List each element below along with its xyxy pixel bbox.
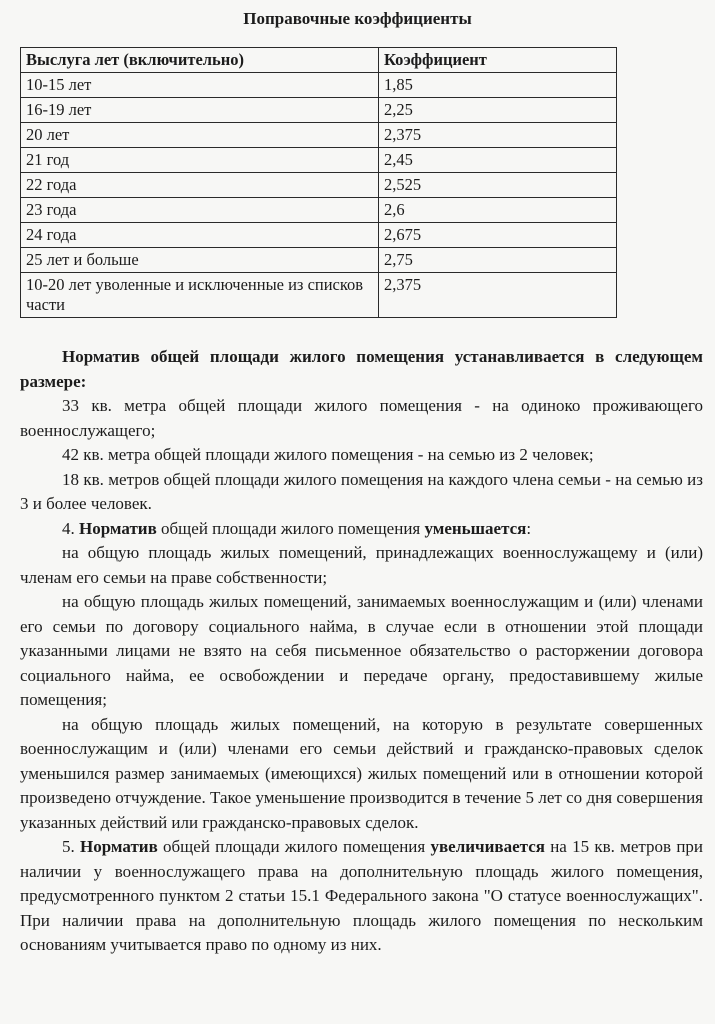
cell-coefficient: 2,25 bbox=[379, 98, 617, 123]
cell-years: 25 лет и больше bbox=[21, 248, 379, 273]
cell-coefficient: 2,675 bbox=[379, 223, 617, 248]
point-4-number: 4. bbox=[62, 518, 75, 538]
cell-years: 23 года bbox=[21, 198, 379, 223]
table-row bbox=[21, 98, 617, 123]
norm-item: 33 кв. метра общей площади жилого помещения - на одиноко проживающего военнослужащего; bbox=[20, 396, 703, 440]
table-row bbox=[21, 73, 617, 98]
point-4-bold-norm: Норматив bbox=[79, 518, 157, 538]
table-row bbox=[21, 148, 617, 173]
table-row bbox=[21, 198, 617, 223]
point-4-text: общей площади жилого помещения bbox=[161, 518, 421, 538]
cell-years: 10-15 лет bbox=[21, 73, 379, 98]
cell-years: 16-19 лет bbox=[21, 98, 379, 123]
point-5-number: 5. bbox=[62, 837, 75, 856]
point-5-bold-increase: увеличивается bbox=[430, 837, 545, 856]
cell-years: 24 года bbox=[21, 223, 379, 248]
cell-years: 22 года bbox=[21, 173, 379, 198]
norm-item: 18 кв. метров общей площади жилого помещения на каждого члена семьи - на семью из 3 и более человек. bbox=[20, 469, 703, 513]
cell-years: 20 лет bbox=[21, 123, 379, 148]
point-4-heading bbox=[20, 517, 703, 542]
point-4-bold-decrease: уменьшается bbox=[424, 518, 527, 538]
cell-coefficient: 2,375 bbox=[379, 273, 617, 318]
table-row bbox=[21, 223, 617, 248]
table-header-row bbox=[21, 48, 617, 73]
table-row bbox=[21, 273, 617, 318]
cell-years: 10-20 лет уволенные и исключенные из списков части bbox=[21, 273, 379, 318]
page-title: Поправочные коэффициенты bbox=[243, 9, 472, 28]
table-row bbox=[21, 173, 617, 198]
cell-coefficient: 2,525 bbox=[379, 173, 617, 198]
point-5-bold-norm: Норматив bbox=[80, 837, 158, 856]
cell-coefficient: 1,85 bbox=[379, 73, 617, 98]
coefficients-table bbox=[20, 47, 617, 318]
cell-coefficient: 2,45 bbox=[379, 148, 617, 173]
point-5-text-rest: на 15 кв. метров при наличии у военнослужащего права на дополнительную площадь жилого помещения, предусмотренного пунктом 2 статьи 15.1 Федерального закона "О статусе военнослужащих". При наличии права на дополнительную площадь жилого помещения по нескольким основаниям учитывается право по одному из них. bbox=[20, 837, 704, 954]
norm-heading bbox=[20, 345, 703, 394]
cell-coefficient: 2,375 bbox=[379, 123, 617, 148]
point-4-item: на общую площадь жилых помещений, на которую в результате совершенных военнослужащим и (или) членами его семьи действий и гражданско-правовых сделок уменьшился размер занимаемых (имеющихся) жилых помещений или в отношении которой произведено отчуждение. Такое уменьшение производится в течение 5 лет со дня совершения указанных действий или гражданско-правовых сделок. bbox=[20, 714, 703, 832]
table-row bbox=[21, 248, 617, 273]
point-4-item: на общую площадь жилых помещений, принадлежащих военнослужащему и (или) членам его семьи на праве собственности; bbox=[20, 543, 703, 587]
header-service-years: Выслуга лет (включительно) bbox=[21, 48, 379, 73]
norm-heading-text: Норматив общей площади жилого помещения устанавливается в следующем размере: bbox=[20, 347, 703, 391]
header-coefficient: Коэффициент bbox=[379, 48, 617, 73]
norm-item: 42 кв. метра общей площади жилого помещения - на семью из 2 человек; bbox=[62, 445, 594, 464]
cell-years: 21 год bbox=[21, 148, 379, 173]
point-4-item: на общую площадь жилых помещений, занимаемых военнослужащим и (или) членами его семьи по договору социального найма, в случае если в отношении этой площади указанными лицами не взято на себя письменное обязательство о расторжении договора социального найма, ее освобождении и передаче органу, предоставившему жилые помещения; bbox=[20, 592, 703, 709]
point-4-colon: : bbox=[526, 518, 532, 538]
cell-coefficient: 2,6 bbox=[379, 198, 617, 223]
point-5-paragraph bbox=[20, 835, 703, 958]
cell-coefficient: 2,75 bbox=[379, 248, 617, 273]
document-body bbox=[20, 345, 703, 958]
table-row bbox=[21, 123, 617, 148]
point-5-text: общей площади жилого помещения bbox=[163, 837, 426, 856]
